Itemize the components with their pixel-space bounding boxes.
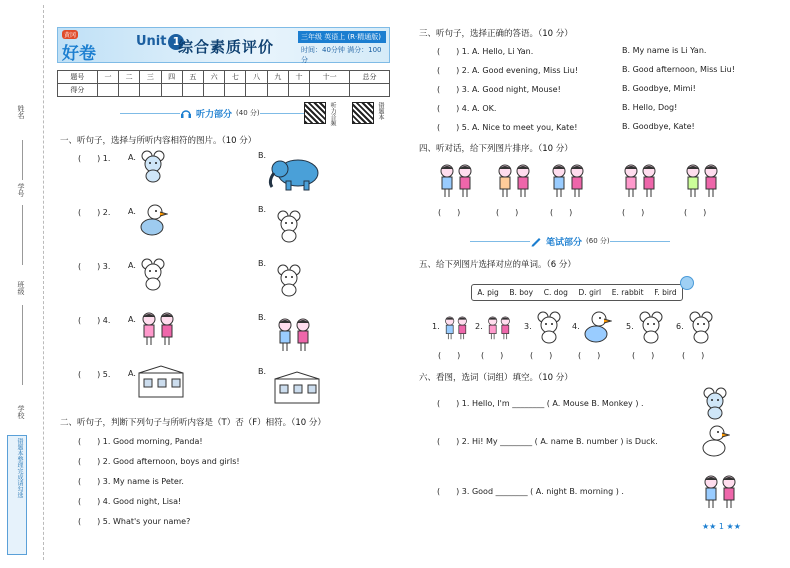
page-number: 1 bbox=[718, 522, 724, 531]
writing-title: 笔试部分 bbox=[546, 237, 583, 248]
word-picture bbox=[582, 310, 612, 344]
headphone-icon bbox=[180, 108, 192, 119]
listening-points: (40 分) bbox=[236, 109, 260, 117]
score-header-cell: 九 bbox=[267, 71, 288, 84]
word-options-box bbox=[471, 284, 683, 301]
id-label: 学号 bbox=[17, 183, 25, 197]
section-2-item[interactable]: ( ) 3. My name is Peter. bbox=[78, 477, 184, 486]
score-header-cell: 题号 bbox=[58, 71, 98, 84]
word-blank[interactable]: ( ) bbox=[578, 351, 601, 360]
qr-code-icon[interactable] bbox=[304, 102, 326, 124]
word-option: E. rabbit bbox=[611, 288, 644, 297]
word-blank[interactable]: ( ) bbox=[438, 351, 461, 360]
option-b-label: B. bbox=[258, 313, 267, 322]
header-band bbox=[57, 27, 390, 63]
section-3-option-b: B. Goodbye, Kate! bbox=[622, 122, 695, 131]
section-2-item[interactable]: ( ) 4. Good night, Lisa! bbox=[78, 497, 182, 506]
qr-label: 听力音频 bbox=[329, 102, 336, 126]
word-blank[interactable]: ( ) bbox=[682, 351, 705, 360]
section-6-item[interactable]: ( ) 3. Good ________ ( A. night B. morning ) . bbox=[437, 487, 624, 496]
banner-line bbox=[470, 241, 530, 242]
word-picture bbox=[485, 310, 513, 346]
score-header-row bbox=[58, 71, 390, 84]
section-2-item[interactable]: ( ) 1. Good morning, Panda! bbox=[78, 437, 203, 446]
sequence-blank[interactable]: ( ) bbox=[438, 208, 461, 217]
time-score: 时间：40分钟 满分：100分 bbox=[301, 46, 382, 64]
option-a-picture bbox=[138, 149, 168, 183]
sequence-blank[interactable]: ( ) bbox=[550, 208, 573, 217]
section-3-title: 三、听句子，选择正确的答语。（10 分） bbox=[419, 29, 573, 39]
option-a-picture bbox=[138, 311, 178, 347]
section-3-option-b: B. Good afternoon, Miss Liu! bbox=[622, 65, 735, 74]
score-cell[interactable] bbox=[225, 84, 246, 97]
score-row bbox=[58, 84, 390, 97]
sequence-picture bbox=[436, 163, 476, 199]
page-title: 综合素质评价 bbox=[178, 38, 275, 56]
writing-points: (60 分) bbox=[586, 237, 610, 245]
word-picture bbox=[442, 310, 470, 346]
unit-word: Unit bbox=[136, 34, 167, 49]
section-1-item-number[interactable]: ( ) 3. bbox=[78, 262, 111, 271]
sequence-blank[interactable]: ( ) bbox=[684, 208, 707, 217]
brand-top: 黄冈 bbox=[64, 32, 77, 39]
score-cell[interactable] bbox=[288, 84, 309, 97]
option-a-picture bbox=[138, 203, 168, 237]
section-3-item[interactable]: ( ) 3. A. Good night, Mouse! bbox=[437, 85, 561, 94]
picture-number: 6. bbox=[676, 322, 684, 331]
score-header-cell: 六 bbox=[204, 71, 225, 84]
score-header-cell: 十一 bbox=[310, 71, 350, 84]
score-header-cell: 七 bbox=[225, 71, 246, 84]
class-label: 班级 bbox=[17, 281, 25, 295]
score-cell[interactable] bbox=[140, 84, 161, 97]
score-header-cell: 一 bbox=[97, 71, 118, 84]
option-a-label: A. bbox=[128, 315, 136, 324]
section-3-item[interactable]: ( ) 4. A. OK. bbox=[437, 104, 497, 113]
section-5-title: 五、给下列图片选择对应的单词。（6 分） bbox=[419, 260, 576, 270]
option-a-label: A. bbox=[128, 153, 136, 162]
picture-number: 2. bbox=[475, 322, 483, 331]
option-a-label: A. bbox=[128, 207, 136, 216]
word-option: A. pig bbox=[477, 288, 499, 297]
name-label: 姓名 bbox=[17, 105, 25, 119]
section-1-item-number[interactable]: ( ) 4. bbox=[78, 316, 111, 325]
word-picture bbox=[534, 310, 564, 344]
edition-box bbox=[298, 31, 386, 67]
listening-banner bbox=[120, 106, 320, 120]
option-b-picture bbox=[266, 155, 326, 191]
name-line bbox=[22, 140, 23, 180]
word-option: F. bird bbox=[654, 288, 677, 297]
score-cell[interactable] bbox=[267, 84, 288, 97]
score-row-label: 得分 bbox=[58, 84, 98, 97]
banner-line bbox=[120, 113, 180, 114]
option-b-picture bbox=[274, 263, 304, 297]
section-1-item-number[interactable]: ( ) 2. bbox=[78, 208, 111, 217]
option-a-label: A. bbox=[128, 369, 136, 378]
sequence-picture bbox=[548, 163, 588, 199]
section-2-item[interactable]: ( ) 5. What's your name? bbox=[78, 517, 191, 526]
word-option: D. girl bbox=[578, 288, 602, 297]
section-1-title: 一、听句子，选择与所听内容相符的图片。（10 分） bbox=[60, 136, 257, 146]
score-cell[interactable] bbox=[350, 84, 390, 97]
listening-title: 听力部分 bbox=[196, 109, 233, 120]
option-a-label: A. bbox=[128, 261, 136, 270]
class-line bbox=[22, 305, 23, 385]
score-header-cell: 八 bbox=[246, 71, 267, 84]
section-2-item[interactable]: ( ) 2. Good afternoon, boys and girls! bbox=[78, 457, 240, 466]
option-b-label: B. bbox=[258, 367, 267, 376]
section-6-picture bbox=[700, 474, 740, 510]
score-table bbox=[57, 70, 390, 97]
page-footer: ★★ 1 ★★ bbox=[702, 522, 741, 531]
score-cell[interactable] bbox=[119, 84, 140, 97]
score-cell[interactable] bbox=[204, 84, 225, 97]
score-header-cell: 二 bbox=[119, 71, 140, 84]
unit-number: 1 bbox=[168, 34, 184, 50]
option-b-picture bbox=[274, 371, 320, 405]
score-cell[interactable] bbox=[246, 84, 267, 97]
edition-label: 三年级 英语上 (R·精通版) bbox=[298, 31, 386, 43]
writing-banner bbox=[470, 234, 670, 248]
section-1-item-number[interactable]: ( ) 1. bbox=[78, 154, 111, 163]
section-6-picture bbox=[700, 424, 730, 458]
binding-strip bbox=[2, 5, 44, 560]
picture-number: 4. bbox=[572, 322, 580, 331]
picture-number: 3. bbox=[524, 322, 532, 331]
banner-line bbox=[610, 241, 670, 242]
sequence-picture bbox=[494, 163, 534, 199]
word-option: B. boy bbox=[509, 288, 534, 297]
brand-logo bbox=[62, 30, 108, 64]
sequence-blank[interactable]: ( ) bbox=[622, 208, 645, 217]
section-3-option-b: B. Goodbye, Mimi! bbox=[622, 84, 696, 93]
section-6-item[interactable]: ( ) 2. Hi! My ________ ( A. name B. number ) is Duck. bbox=[437, 437, 658, 446]
sequence-picture bbox=[620, 163, 660, 199]
option-a-picture bbox=[138, 257, 168, 291]
option-b-label: B. bbox=[258, 205, 267, 214]
score-cell[interactable] bbox=[182, 84, 203, 97]
review-badge: 错题本整理完成请勾选 bbox=[7, 435, 27, 555]
picture-number: 1. bbox=[432, 322, 440, 331]
word-picture bbox=[636, 310, 666, 344]
section-3-item[interactable]: ( ) 1. A. Hello, Li Yan. bbox=[437, 47, 534, 56]
id-line bbox=[22, 205, 23, 265]
qr-code-icon[interactable] bbox=[352, 102, 374, 124]
picture-number: 5. bbox=[626, 322, 634, 331]
score-header-cell: 四 bbox=[161, 71, 182, 84]
section-3-item[interactable]: ( ) 2. A. Good evening, Miss Liu! bbox=[437, 66, 579, 75]
sun-icon bbox=[680, 276, 694, 290]
option-a-picture bbox=[138, 365, 184, 399]
word-blank[interactable]: ( ) bbox=[632, 351, 655, 360]
sequence-blank[interactable]: ( ) bbox=[496, 208, 519, 217]
score-header-cell: 总分 bbox=[350, 71, 390, 84]
school-label: 学校 bbox=[17, 405, 25, 419]
section-3-item[interactable]: ( ) 5. A. Nice to meet you, Kate! bbox=[437, 123, 578, 132]
word-picture bbox=[686, 310, 716, 344]
brand-main: 好卷 bbox=[62, 44, 96, 64]
score-cell[interactable] bbox=[97, 84, 118, 97]
score-header-cell: 三 bbox=[140, 71, 161, 84]
section-6-title: 六、看图，选词（词组）填空。（10 分） bbox=[419, 373, 573, 383]
qr-label: 错题本 bbox=[377, 102, 384, 120]
word-blank[interactable]: ( ) bbox=[481, 351, 504, 360]
pencil-icon bbox=[530, 236, 542, 247]
score-header-cell: 十 bbox=[288, 71, 309, 84]
section-6-item[interactable]: ( ) 1. Hello, I'm ________ ( A. Mouse B. Monkey ) . bbox=[437, 399, 644, 408]
sequence-picture bbox=[682, 163, 722, 199]
word-option: C. dog bbox=[543, 288, 568, 297]
option-b-label: B. bbox=[258, 259, 267, 268]
option-b-picture bbox=[274, 209, 304, 243]
score-header-cell: 五 bbox=[182, 71, 203, 84]
section-2-title: 二、听句子，判断下列句子与所听内容是（T）否（F）相符。（10 分） bbox=[60, 418, 326, 428]
score-cell[interactable] bbox=[161, 84, 182, 97]
score-cell[interactable] bbox=[310, 84, 350, 97]
section-3-option-b: B. Hello, Dog! bbox=[622, 103, 678, 112]
section-6-picture bbox=[700, 386, 730, 420]
option-b-picture bbox=[274, 317, 314, 353]
section-4-title: 四、听对话，给下列图片排序。（10 分） bbox=[419, 144, 573, 154]
section-3-option-b: B. My name is Li Yan. bbox=[622, 46, 707, 55]
section-1-item-number[interactable]: ( ) 5. bbox=[78, 370, 111, 379]
word-blank[interactable]: ( ) bbox=[530, 351, 553, 360]
option-b-label: B. bbox=[258, 151, 267, 160]
